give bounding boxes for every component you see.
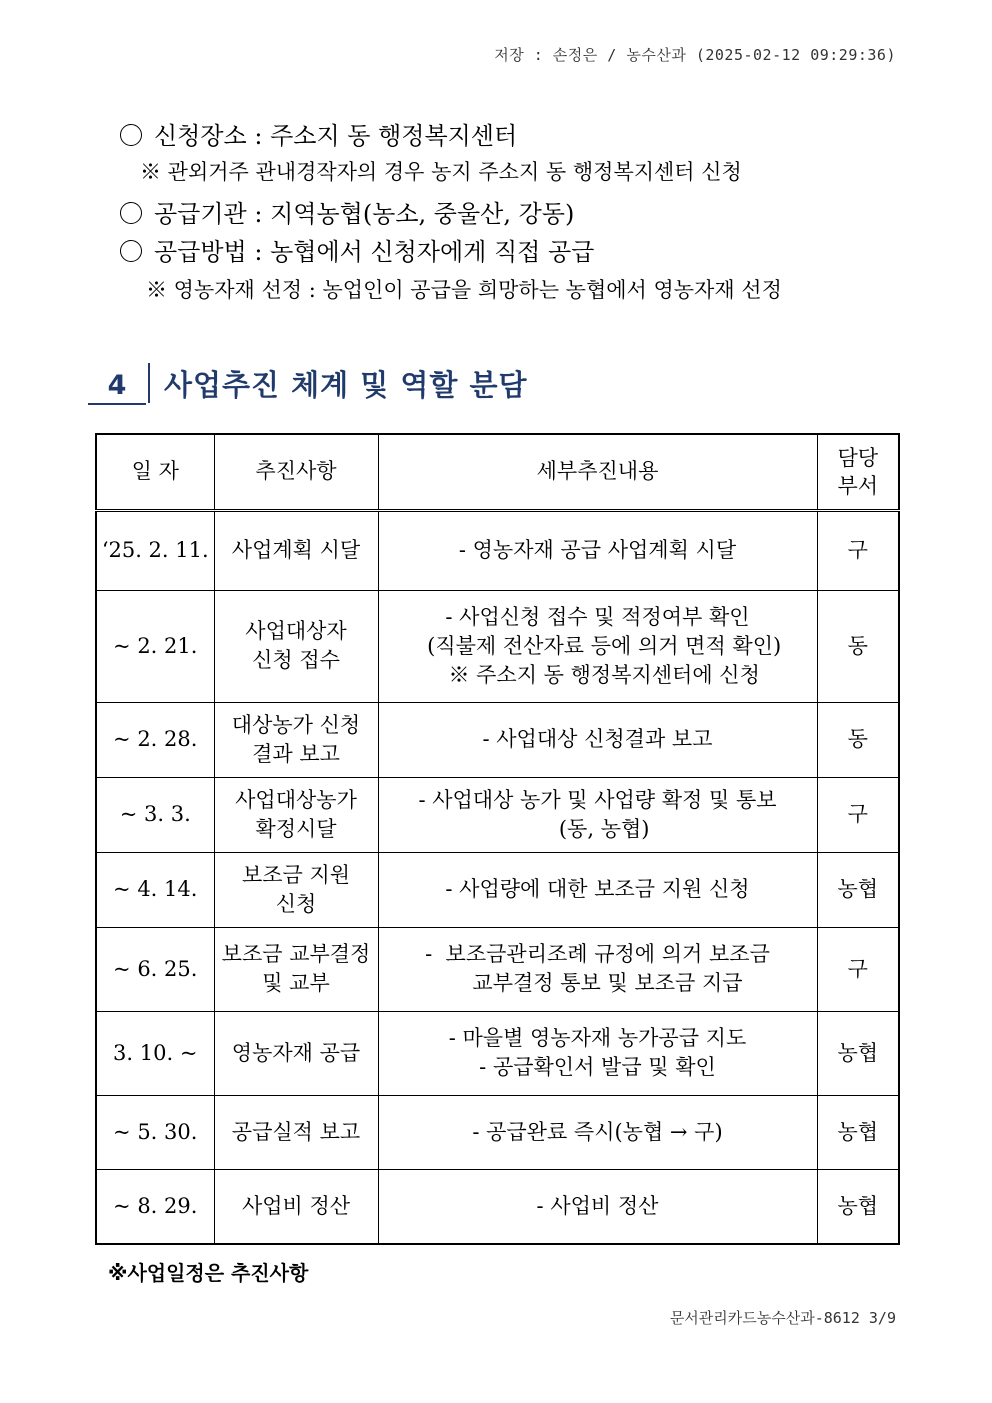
cell-detail-line: - 사업대상 신청결과 보고 [482, 727, 713, 751]
table-row [96, 852, 899, 927]
cell-item-line: 보조금 지원 [241, 862, 351, 887]
cell-dept: 구 [817, 777, 899, 852]
schedule-note: ※사업일정은 추진사항 [108, 1261, 309, 1285]
cell-item [214, 1169, 378, 1244]
cell-detail [378, 927, 817, 1011]
cell-dept: 농협 [817, 852, 899, 927]
bullet-text: 신청장소 : 주소지 동 행정복지센터 [154, 122, 518, 150]
cell-dept: 구 [817, 927, 899, 1011]
cell-detail-line: - 사업신청 접수 및 적정여부 확인 [445, 604, 750, 629]
circle-bullet-icon [120, 202, 142, 224]
schedule-table [95, 433, 900, 1245]
bullet-application-place [120, 116, 517, 151]
section-divider [148, 363, 150, 403]
cell-item [214, 510, 378, 590]
cell-detail [378, 1095, 817, 1169]
cell-detail [378, 1011, 817, 1095]
cell-item [214, 852, 378, 927]
cell-item-line: 공급실적 보고 [231, 1119, 361, 1144]
cell-item [214, 702, 378, 777]
section-heading [88, 360, 528, 406]
header-dept: 담당 부서 [817, 434, 899, 510]
table-row [96, 1011, 899, 1095]
cell-item-line: 사업대상자 [245, 619, 347, 643]
cell-date: ~ 2. 21. [96, 590, 214, 702]
cell-dept: 동 [817, 590, 899, 702]
cell-detail [378, 1169, 817, 1244]
cell-item [214, 1011, 378, 1095]
cell-date: ~ 4. 14. [96, 852, 214, 927]
cell-item [214, 927, 378, 1011]
table-row [96, 1169, 899, 1244]
cell-item-line: 대상농가 신청 [231, 712, 361, 737]
cell-dept: 구 [817, 510, 899, 590]
note-outside-resident: ※ 관외거주 관내경작자의 경우 농지 주소지 동 행정복지센터 신청 [140, 160, 742, 184]
cell-detail-line: - 공급완료 즉시(농협 → 구) [472, 1119, 723, 1144]
cell-item-line: 사업대상농가 [235, 787, 357, 812]
cell-detail [378, 590, 817, 702]
cell-detail-line: - 사업비 정산 [536, 1193, 659, 1218]
cell-item [214, 777, 378, 852]
cell-dept: 농협 [817, 1095, 899, 1169]
cell-detail [378, 777, 817, 852]
cell-detail [378, 510, 817, 590]
cell-item [214, 1095, 378, 1169]
cell-item-line: 결과 보고 [252, 741, 340, 766]
header-item: 추진사항 [214, 434, 378, 510]
cell-detail [378, 702, 817, 777]
table-row [96, 702, 899, 777]
cell-detail-line: - 보조금관리조례 규정에 의거 보조금 [425, 942, 770, 966]
cell-item-line: 확정시달 [255, 816, 337, 841]
table-row [96, 590, 899, 702]
cell-item-line: 보조금 교부결정 [221, 942, 371, 966]
cell-item-line: 신청 접수 [252, 648, 340, 672]
cell-item-line: 및 교부 [262, 971, 330, 995]
note-material-selection: ※ 영농자재 선정 : 농업인이 공급을 희망하는 농협에서 영농자재 선정 [146, 278, 782, 302]
cell-detail-line: (직불제 전산자료 등에 의거 면적 확인) [413, 633, 782, 658]
table-row [96, 777, 899, 852]
cell-date: ~ 6. 25. [96, 927, 214, 1011]
section-number: 4 [88, 370, 146, 405]
cell-date: ~ 3. 3. [96, 777, 214, 852]
cell-date: 3. 10. ~ [96, 1011, 214, 1095]
cell-detail-line: 교부결정 통보 및 보조금 지급 [452, 971, 743, 995]
bullet-supply-method [120, 232, 594, 267]
bullet-text: 공급방법 : 농협에서 신청자에게 직접 공급 [154, 238, 595, 266]
cell-detail-line: - 사업량에 대한 보조금 지원 신청 [445, 877, 750, 901]
cell-detail [378, 852, 817, 927]
cell-dept: 농협 [817, 1011, 899, 1095]
cell-dept: 농협 [817, 1169, 899, 1244]
bullet-text: 공급기관 : 지역농협(농소, 중울산, 강동) [154, 200, 575, 228]
cell-item-line: 사업비 정산 [241, 1193, 351, 1218]
cell-detail-line: ※ 주소지 동 행정복지센터에 신청 [435, 662, 760, 687]
cell-date: ~ 8. 29. [96, 1169, 214, 1244]
section-title: 사업추진 체계 및 역할 분담 [164, 367, 528, 402]
cell-detail-line: - 영농자재 공급 사업계획 시달 [458, 538, 737, 562]
circle-bullet-icon [120, 240, 142, 262]
document-footer: 문서관리카드농수산과-8612 3/9 [669, 1309, 896, 1327]
cell-item-line: 신청 [275, 891, 317, 916]
cell-detail-line: (동, 농협) [545, 816, 650, 841]
cell-item [214, 590, 378, 702]
cell-item-line: 사업계획 시달 [231, 538, 361, 562]
cell-date: ~ 5. 30. [96, 1095, 214, 1169]
table-row [96, 510, 899, 590]
table-row [96, 1095, 899, 1169]
cell-detail-line: - 공급확인서 발급 및 확인 [479, 1055, 716, 1079]
cell-item-line: 영농자재 공급 [231, 1040, 361, 1065]
save-stamp: 저장 : 손정은 / 농수산과 (2025-02-12 09:29:36) [494, 46, 896, 64]
cell-date: ~ 2. 28. [96, 702, 214, 777]
cell-dept: 동 [817, 702, 899, 777]
bullet-supplier [120, 194, 574, 229]
cell-detail-line: - 마을별 영농자재 농가공급 지도 [448, 1026, 747, 1050]
cell-detail-line: - 사업대상 농가 및 사업량 확정 및 통보 [418, 787, 777, 812]
header-date: 일 자 [96, 434, 214, 510]
header-detail: 세부추진내용 [378, 434, 817, 510]
cell-date: ‘25. 2. 11. [96, 510, 214, 590]
circle-bullet-icon [120, 124, 142, 146]
table-header-row [96, 434, 899, 510]
table-row [96, 927, 899, 1011]
